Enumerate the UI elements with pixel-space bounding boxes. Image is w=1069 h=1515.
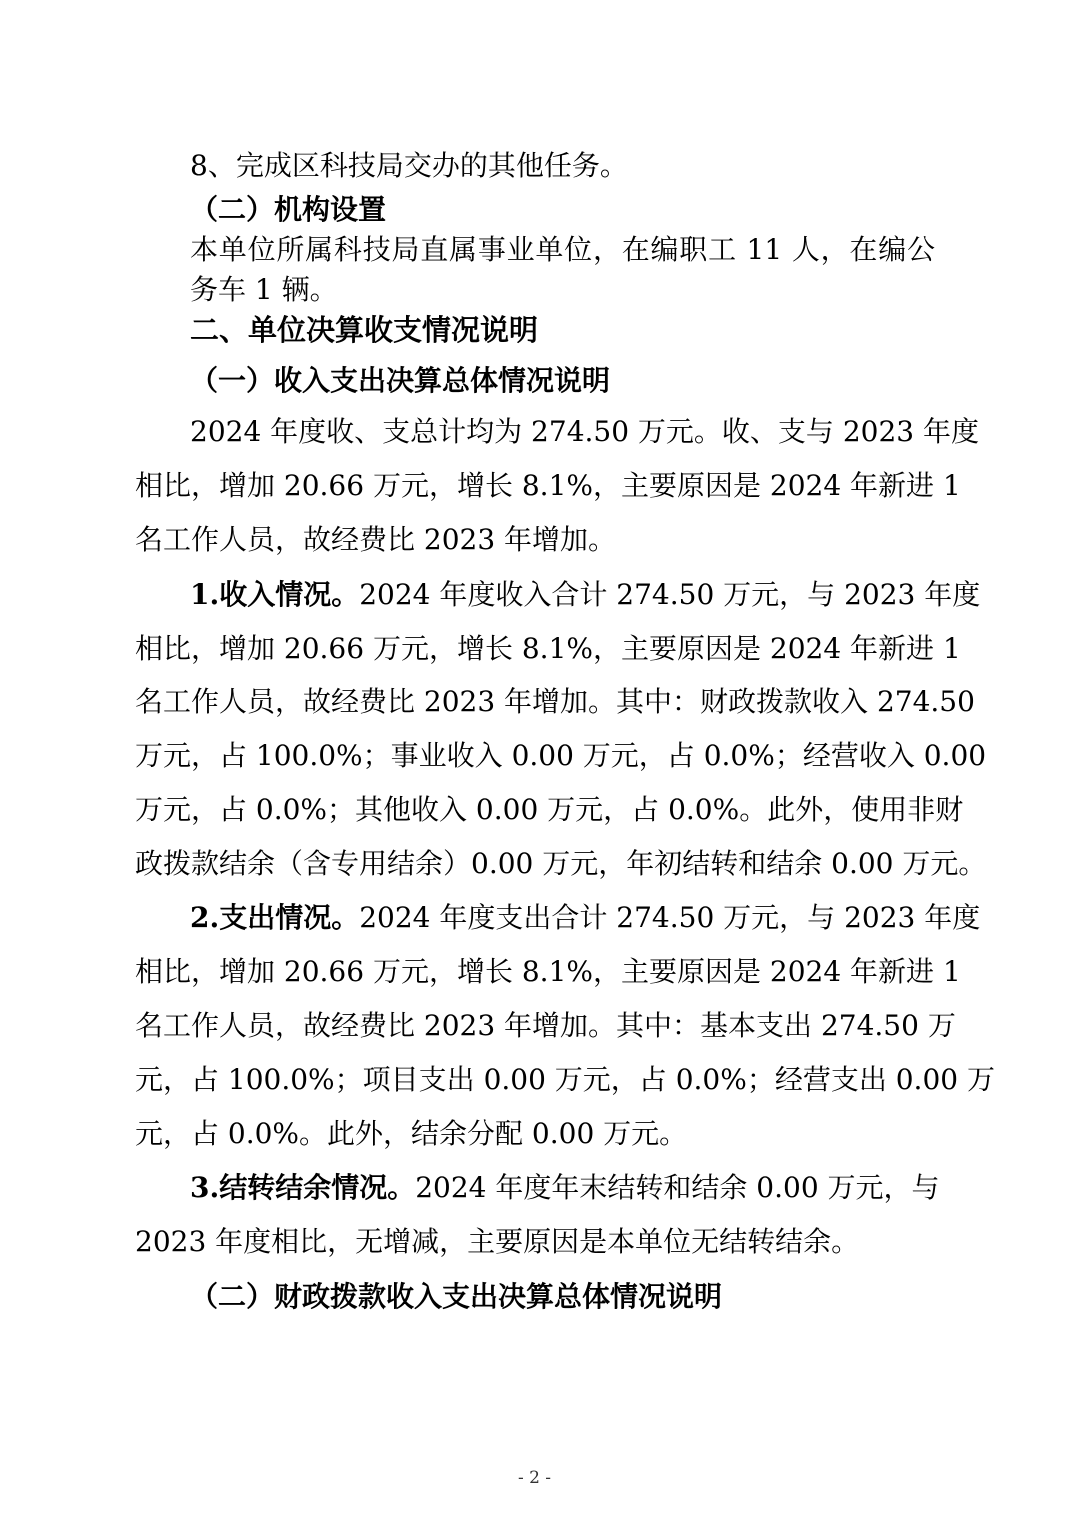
subheading-fiscal-overall: （二）财政拨款收入支出决算总体情况说明 <box>190 1280 723 1313</box>
paragraph-overall-line3: 名工作人员，故经费比 2023 年增加。 <box>135 523 617 556</box>
carryover-paragraph-line2: 2023 年度相比，无增减，主要原因是本单位无结转结余。 <box>135 1225 860 1258</box>
list-item-8: 8、完成区科技局交办的其他任务。 <box>190 149 628 182</box>
page-number: - 2 - <box>517 1468 552 1488</box>
income-paragraph-line2: 相比，增加 20.66 万元，增长 8.1%，主要原因是 2024 年新进 1 <box>135 632 961 665</box>
income-paragraph-line4: 万元，占 100.0%；事业收入 0.00 万元，占 0.0%；经营收入 0.00 <box>135 739 987 772</box>
section-heading-2: 二、单位决算收支情况说明 <box>190 313 539 347</box>
expense-paragraph-line5: 元，占 0.0%。此外，结余分配 0.00 万元。 <box>135 1117 688 1150</box>
paragraph-overall-line2: 相比，增加 20.66 万元，增长 8.1%，主要原因是 2024 年新进 1 <box>135 469 961 502</box>
expense-heading: 2.支出情况。 <box>190 901 360 934</box>
paragraph-org-line1: 本单位所属科技局直属事业单位，在编职工 11 人，在编公 <box>190 233 935 266</box>
paragraph-overall-line1: 2024 年度收、支总计均为 274.50 万元。收、支与 2023 年度 <box>190 415 979 448</box>
subheading-org-setup: （二）机构设置 <box>190 193 387 226</box>
carryover-line1-text: 2024 年度年末结转和结余 0.00 万元，与 <box>415 1171 940 1204</box>
income-heading: 1.收入情况。 <box>190 578 360 611</box>
subheading-overall: （一）收入支出决算总体情况说明 <box>190 364 611 397</box>
income-paragraph-line6: 政拨款结余（含专用结余）0.00 万元，年初结转和结余 0.00 万元。 <box>135 847 987 880</box>
income-paragraph-line1 <box>190 575 981 615</box>
expense-paragraph-line1 <box>190 898 981 938</box>
income-line1-text: 2024 年度收入合计 274.50 万元，与 2023 年度 <box>359 578 981 611</box>
paragraph-org-line2: 务车 1 辆。 <box>190 273 338 306</box>
expense-paragraph-line2: 相比，增加 20.66 万元，增长 8.1%，主要原因是 2024 年新进 1 <box>135 955 961 988</box>
expense-line1-text: 2024 年度支出合计 274.50 万元，与 2023 年度 <box>359 901 981 934</box>
carryover-heading: 3.结转结余情况。 <box>190 1171 416 1204</box>
income-paragraph-line3: 名工作人员，故经费比 2023 年增加。其中：财政拨款收入 274.50 <box>135 685 975 718</box>
carryover-paragraph-line1 <box>190 1168 940 1208</box>
expense-paragraph-line3: 名工作人员，故经费比 2023 年增加。其中：基本支出 274.50 万 <box>135 1009 956 1042</box>
income-paragraph-line5: 万元，占 0.0%；其他收入 0.00 万元，占 0.0%。此外，使用非财 <box>135 793 964 826</box>
expense-paragraph-line4: 元，占 100.0%；项目支出 0.00 万元，占 0.0%；经营支出 0.00 万 <box>135 1063 995 1096</box>
